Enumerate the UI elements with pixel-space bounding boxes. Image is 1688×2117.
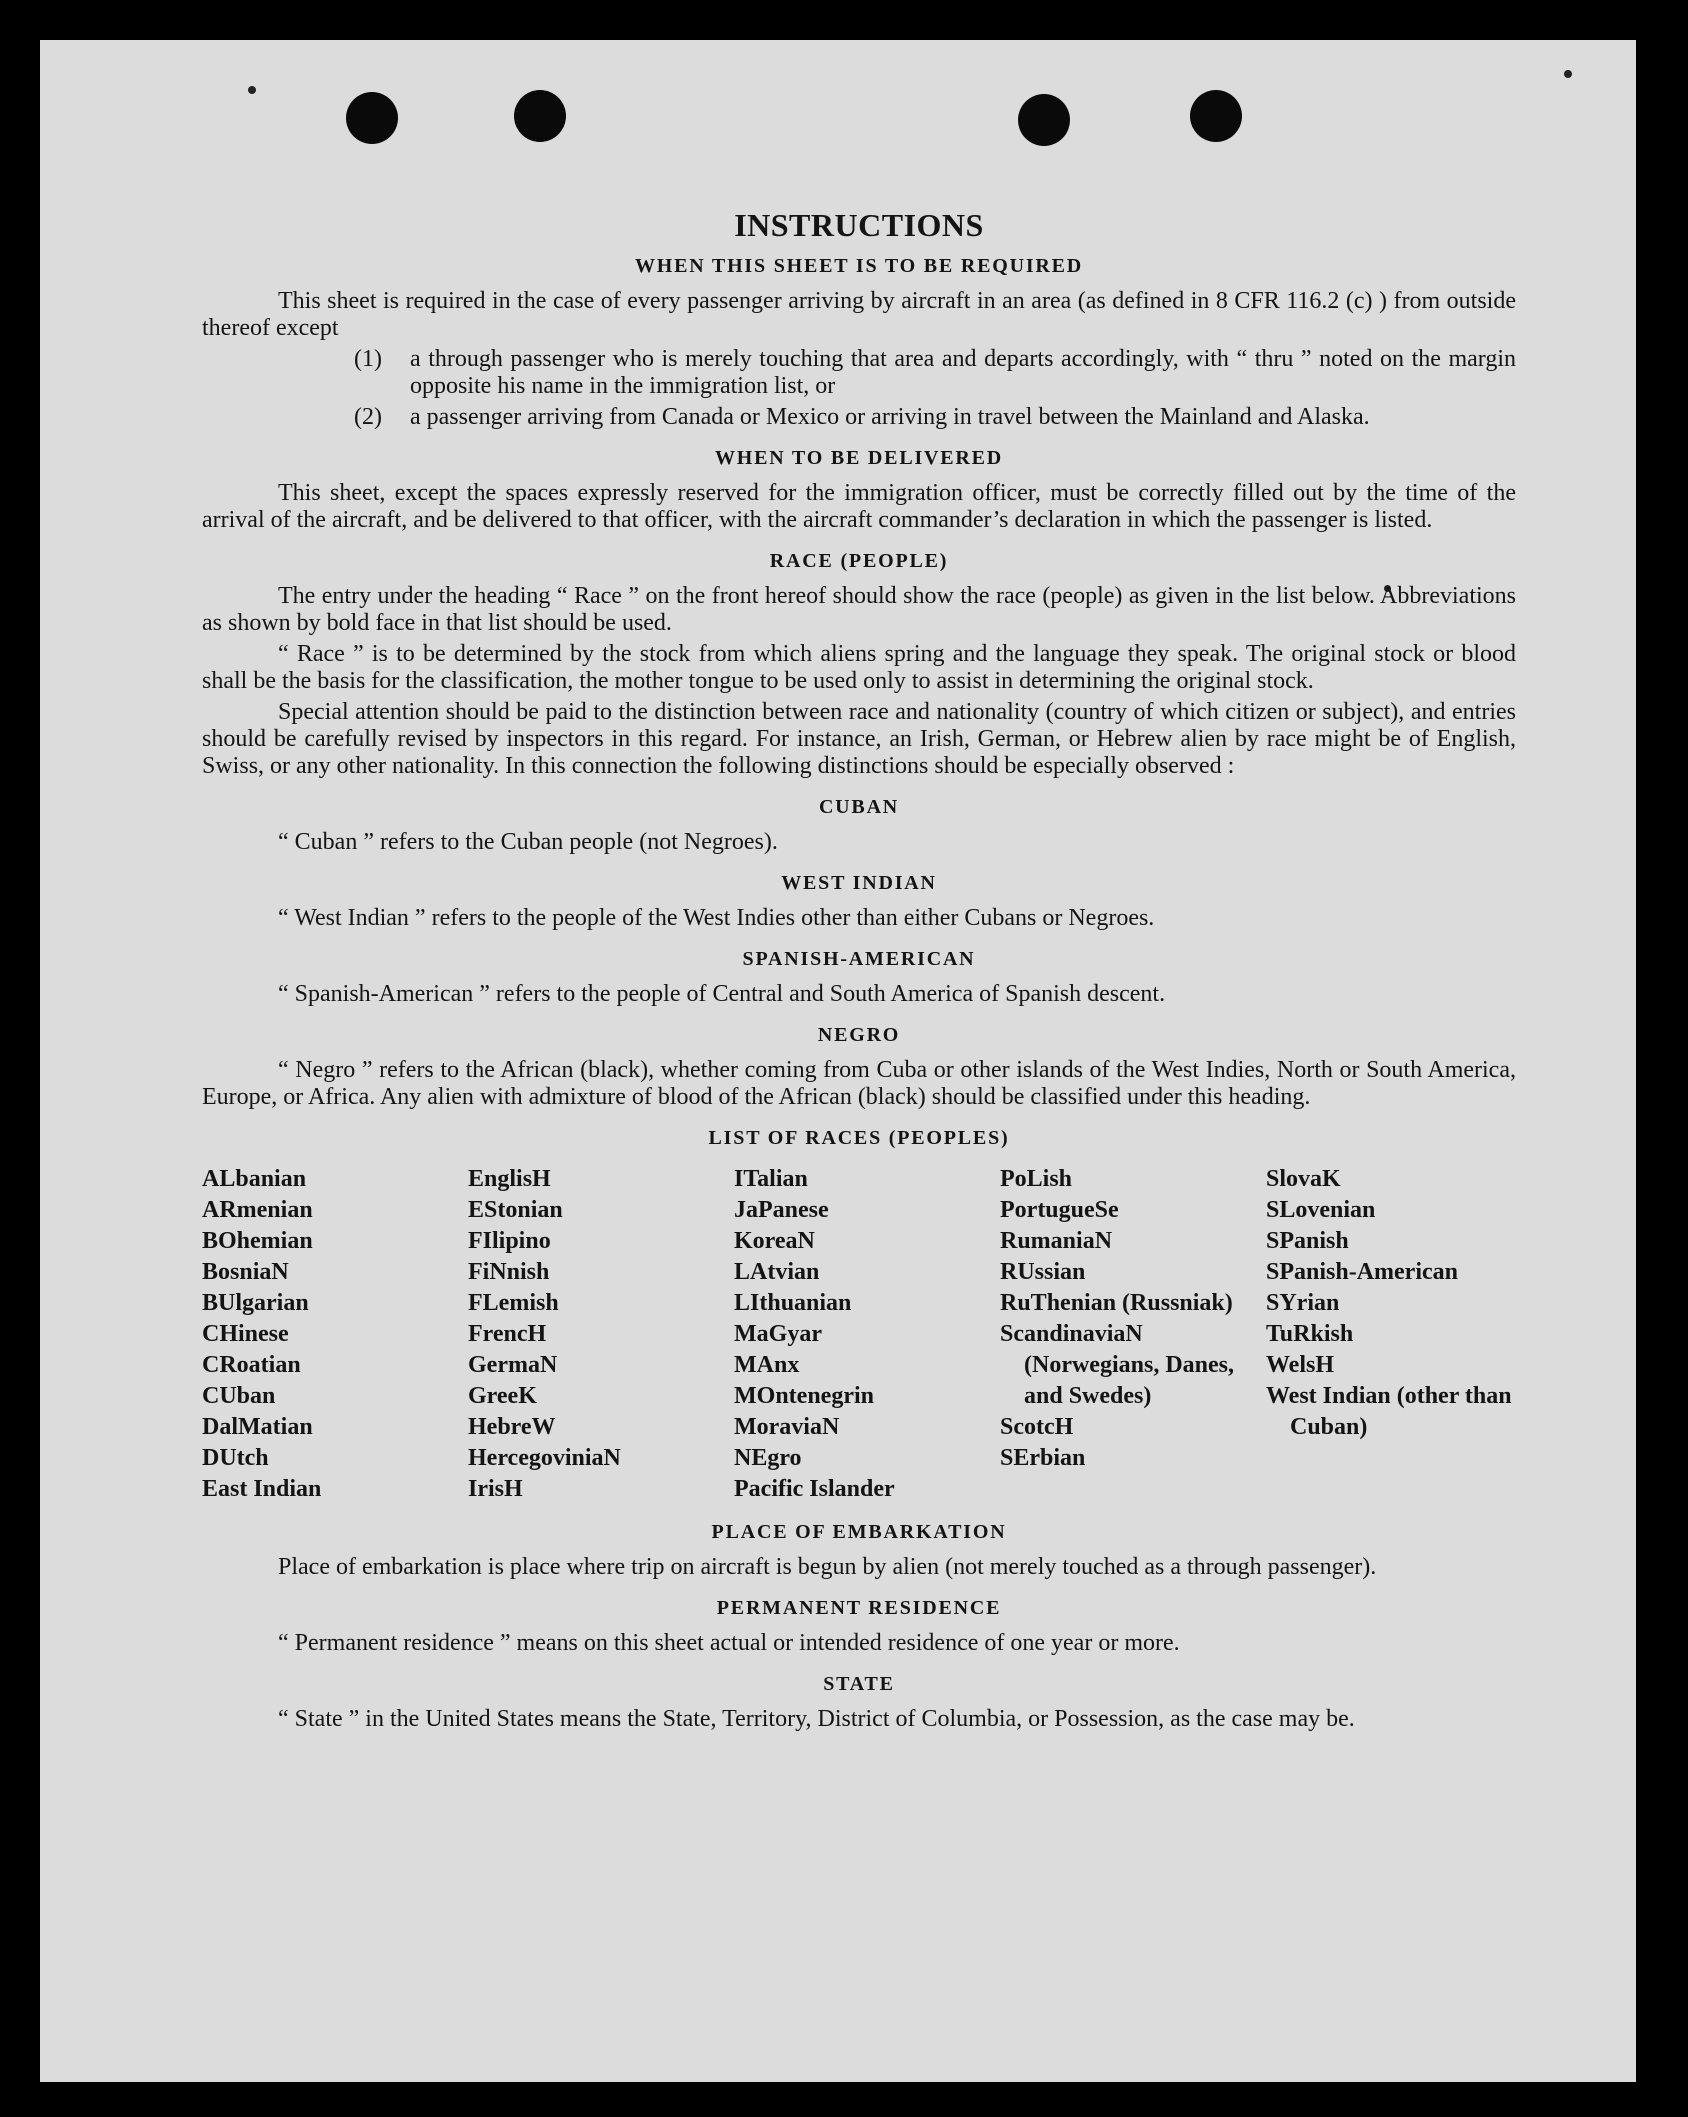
race-entry: SPanish [1266, 1228, 1349, 1254]
race-entry: RumaniaN [1000, 1228, 1113, 1254]
paragraph-race-1: The entry under the heading “ Race ” on the front hereof should show the race (people) as given in the list below. Abbreviations as shown by bold face in that list should be used. [202, 583, 1516, 636]
paragraph-embarkation: Place of embarkation is place where trip on aircraft is begun by alien (not merely touched as a through passenger). [278, 1554, 1377, 1580]
race-entry: LAtvian [734, 1259, 820, 1285]
race-entry: GermaN [468, 1352, 558, 1378]
races-column [1266, 1164, 1532, 1505]
heading-embarkation: PLACE OF EMBARKATION [711, 1521, 1007, 1543]
heading-when-required: WHEN THIS SHEET IS TO BE REQUIRED [634, 255, 1084, 277]
list-item-number: (1) [354, 346, 382, 372]
heading-west-indian: WEST INDIAN [781, 872, 937, 894]
race-entry: MOntenegrin [734, 1383, 874, 1409]
race-entry: SErbian [1000, 1445, 1086, 1471]
race-entry: West Indian (other than Cuban) [1266, 1383, 1512, 1440]
race-entry: ScandinaviaN (Norwegians, Danes, and Swedes) [1000, 1321, 1234, 1409]
race-entry: East Indian [202, 1476, 322, 1502]
race-entry: HebreW [468, 1414, 556, 1440]
races-list [202, 1164, 1516, 1505]
race-entry: Pacific Islander [734, 1476, 895, 1502]
paragraph-state: “ State ” in the United States means the State, Territory, District of Columbia, or Possession, as the case may be. [278, 1706, 1355, 1732]
race-entry: JaPanese [734, 1197, 829, 1223]
race-entry: CHinese [202, 1321, 289, 1347]
race-entry: LIthuanian [734, 1290, 852, 1316]
race-entry: ARmenian [202, 1197, 313, 1223]
paragraph-when-delivered: This sheet, except the spaces expressly reserved for the immigration officer, must be correctly filled out by the time of the arrival of the aircraft, and be delivered to that officer, with the aircraft commander’s declaration in which the passenger is listed. [202, 480, 1516, 533]
heading-when-delivered: WHEN TO BE DELIVERED [714, 447, 1004, 469]
punch-hole [514, 90, 566, 142]
race-entry: DUtch [202, 1445, 269, 1471]
dust-speck [248, 86, 256, 94]
list-item [354, 404, 1516, 431]
race-entry: SYrian [1266, 1290, 1340, 1316]
paragraph-race-2: “ Race ” is to be determined by the stock from which aliens spring and the language they speak. The original stock or blood shall be the basis for the classification, the mother tongue to be used only to assist in determining the original stock. [202, 641, 1516, 694]
race-entry: SLovenian [1266, 1197, 1376, 1223]
race-entry: WelsH [1266, 1352, 1335, 1378]
race-entry: RUssian [1000, 1259, 1086, 1285]
list-item-number: (2) [354, 404, 382, 430]
race-entry: EStonian [468, 1197, 563, 1223]
race-entry: HercegoviniaN [468, 1445, 621, 1471]
paragraph-when-required: This sheet is required in the case of every passenger arriving by aircraft in an area (as defined in 8 CFR 116.2 (c) ) from outside thereof except [202, 288, 1516, 341]
heading-cuban: CUBAN [818, 796, 900, 818]
race-entry: ITalian [734, 1166, 808, 1192]
instructions-content [202, 190, 1516, 1733]
heading-spanish-american: SPANISH-AMERICAN [742, 948, 976, 970]
paragraph-permanent-residence: “ Permanent residence ” means on this sheet actual or intended residence of one year or more. [278, 1630, 1180, 1656]
punch-hole [1190, 90, 1242, 142]
race-entry: BosniaN [202, 1259, 289, 1285]
race-entry: KoreaN [734, 1228, 815, 1254]
race-entry: ScotcH [1000, 1414, 1074, 1440]
race-entry: ALbanian [202, 1166, 307, 1192]
race-entry: MoraviaN [734, 1414, 840, 1440]
document-sheet [40, 40, 1636, 2082]
races-column [202, 1164, 468, 1505]
race-entry: GreeK [468, 1383, 537, 1409]
race-entry: TuRkish [1266, 1321, 1354, 1347]
races-column [468, 1164, 734, 1505]
heading-state: STATE [823, 1673, 895, 1695]
race-entry: RuThenian (Russniak) [1000, 1290, 1233, 1316]
paragraph-negro: “ Negro ” refers to the African (black), whether coming from Cuba or other islands of the West Indies, North or South America, Europe, or Africa. Any alien with admixture of blood of the African (black) should be classified under this heading. [202, 1057, 1516, 1110]
race-entry: DalMatian [202, 1414, 313, 1440]
paragraph-cuban: “ Cuban ” refers to the Cuban people (not Negroes). [278, 829, 778, 855]
race-entry: FLemish [468, 1290, 559, 1316]
page-title: INSTRUCTIONS [734, 207, 984, 243]
heading-negro: NEGRO [817, 1024, 901, 1046]
race-entry: CRoatian [202, 1352, 301, 1378]
race-entry: FIlipino [468, 1228, 551, 1254]
punch-hole [346, 92, 398, 144]
list-item-text: a passenger arriving from Canada or Mexico or arriving in travel between the Mainland and Alaska. [410, 404, 1370, 430]
race-entry: FrencH [468, 1321, 547, 1347]
race-entry: CUban [202, 1383, 276, 1409]
dust-speck [1564, 70, 1572, 78]
race-entry: BUlgarian [202, 1290, 309, 1316]
race-entry: SlovaK [1266, 1166, 1341, 1192]
race-entry: NEgro [734, 1445, 802, 1471]
punch-hole [1018, 94, 1070, 146]
race-entry: PoLish [1000, 1166, 1073, 1192]
heading-list-of-races: LIST OF RACES (PEOPLES) [708, 1127, 1010, 1149]
race-entry: BOhemian [202, 1228, 313, 1254]
race-entry: PortugueSe [1000, 1197, 1119, 1223]
paragraph-race-3: Special attention should be paid to the distinction between race and nationality (country of which citizen or subject), and entries should be carefully revised by inspectors in this regard. For instance, an Irish, German, or Hebrew alien by race might be of English, Swiss, or any other nationality. In this connection the following distinctions should be especially observed : [202, 699, 1516, 779]
race-entry: EnglisH [468, 1166, 551, 1192]
heading-permanent-residence: PERMANENT RESIDENCE [716, 1597, 1002, 1619]
race-entry: MAnx [734, 1352, 800, 1378]
race-entry: SPanish-American [1266, 1259, 1458, 1285]
race-entry: FiNnish [468, 1259, 550, 1285]
race-entry: IrisH [468, 1476, 523, 1502]
races-column [734, 1164, 1000, 1505]
paragraph-spanish-american: “ Spanish-American ” refers to the people of Central and South America of Spanish descent. [278, 981, 1166, 1007]
races-column [1000, 1164, 1266, 1505]
race-entry: MaGyar [734, 1321, 822, 1347]
heading-race: RACE (PEOPLE) [769, 550, 949, 572]
paragraph-west-indian: “ West Indian ” refers to the people of the West Indies other than either Cubans or Negroes. [278, 905, 1155, 931]
list-item [354, 346, 1516, 400]
list-item-text: a through passenger who is merely touching that area and departs accordingly, with “ thru ” noted on the margin opposite his name in the immigration list, or [410, 346, 1516, 399]
